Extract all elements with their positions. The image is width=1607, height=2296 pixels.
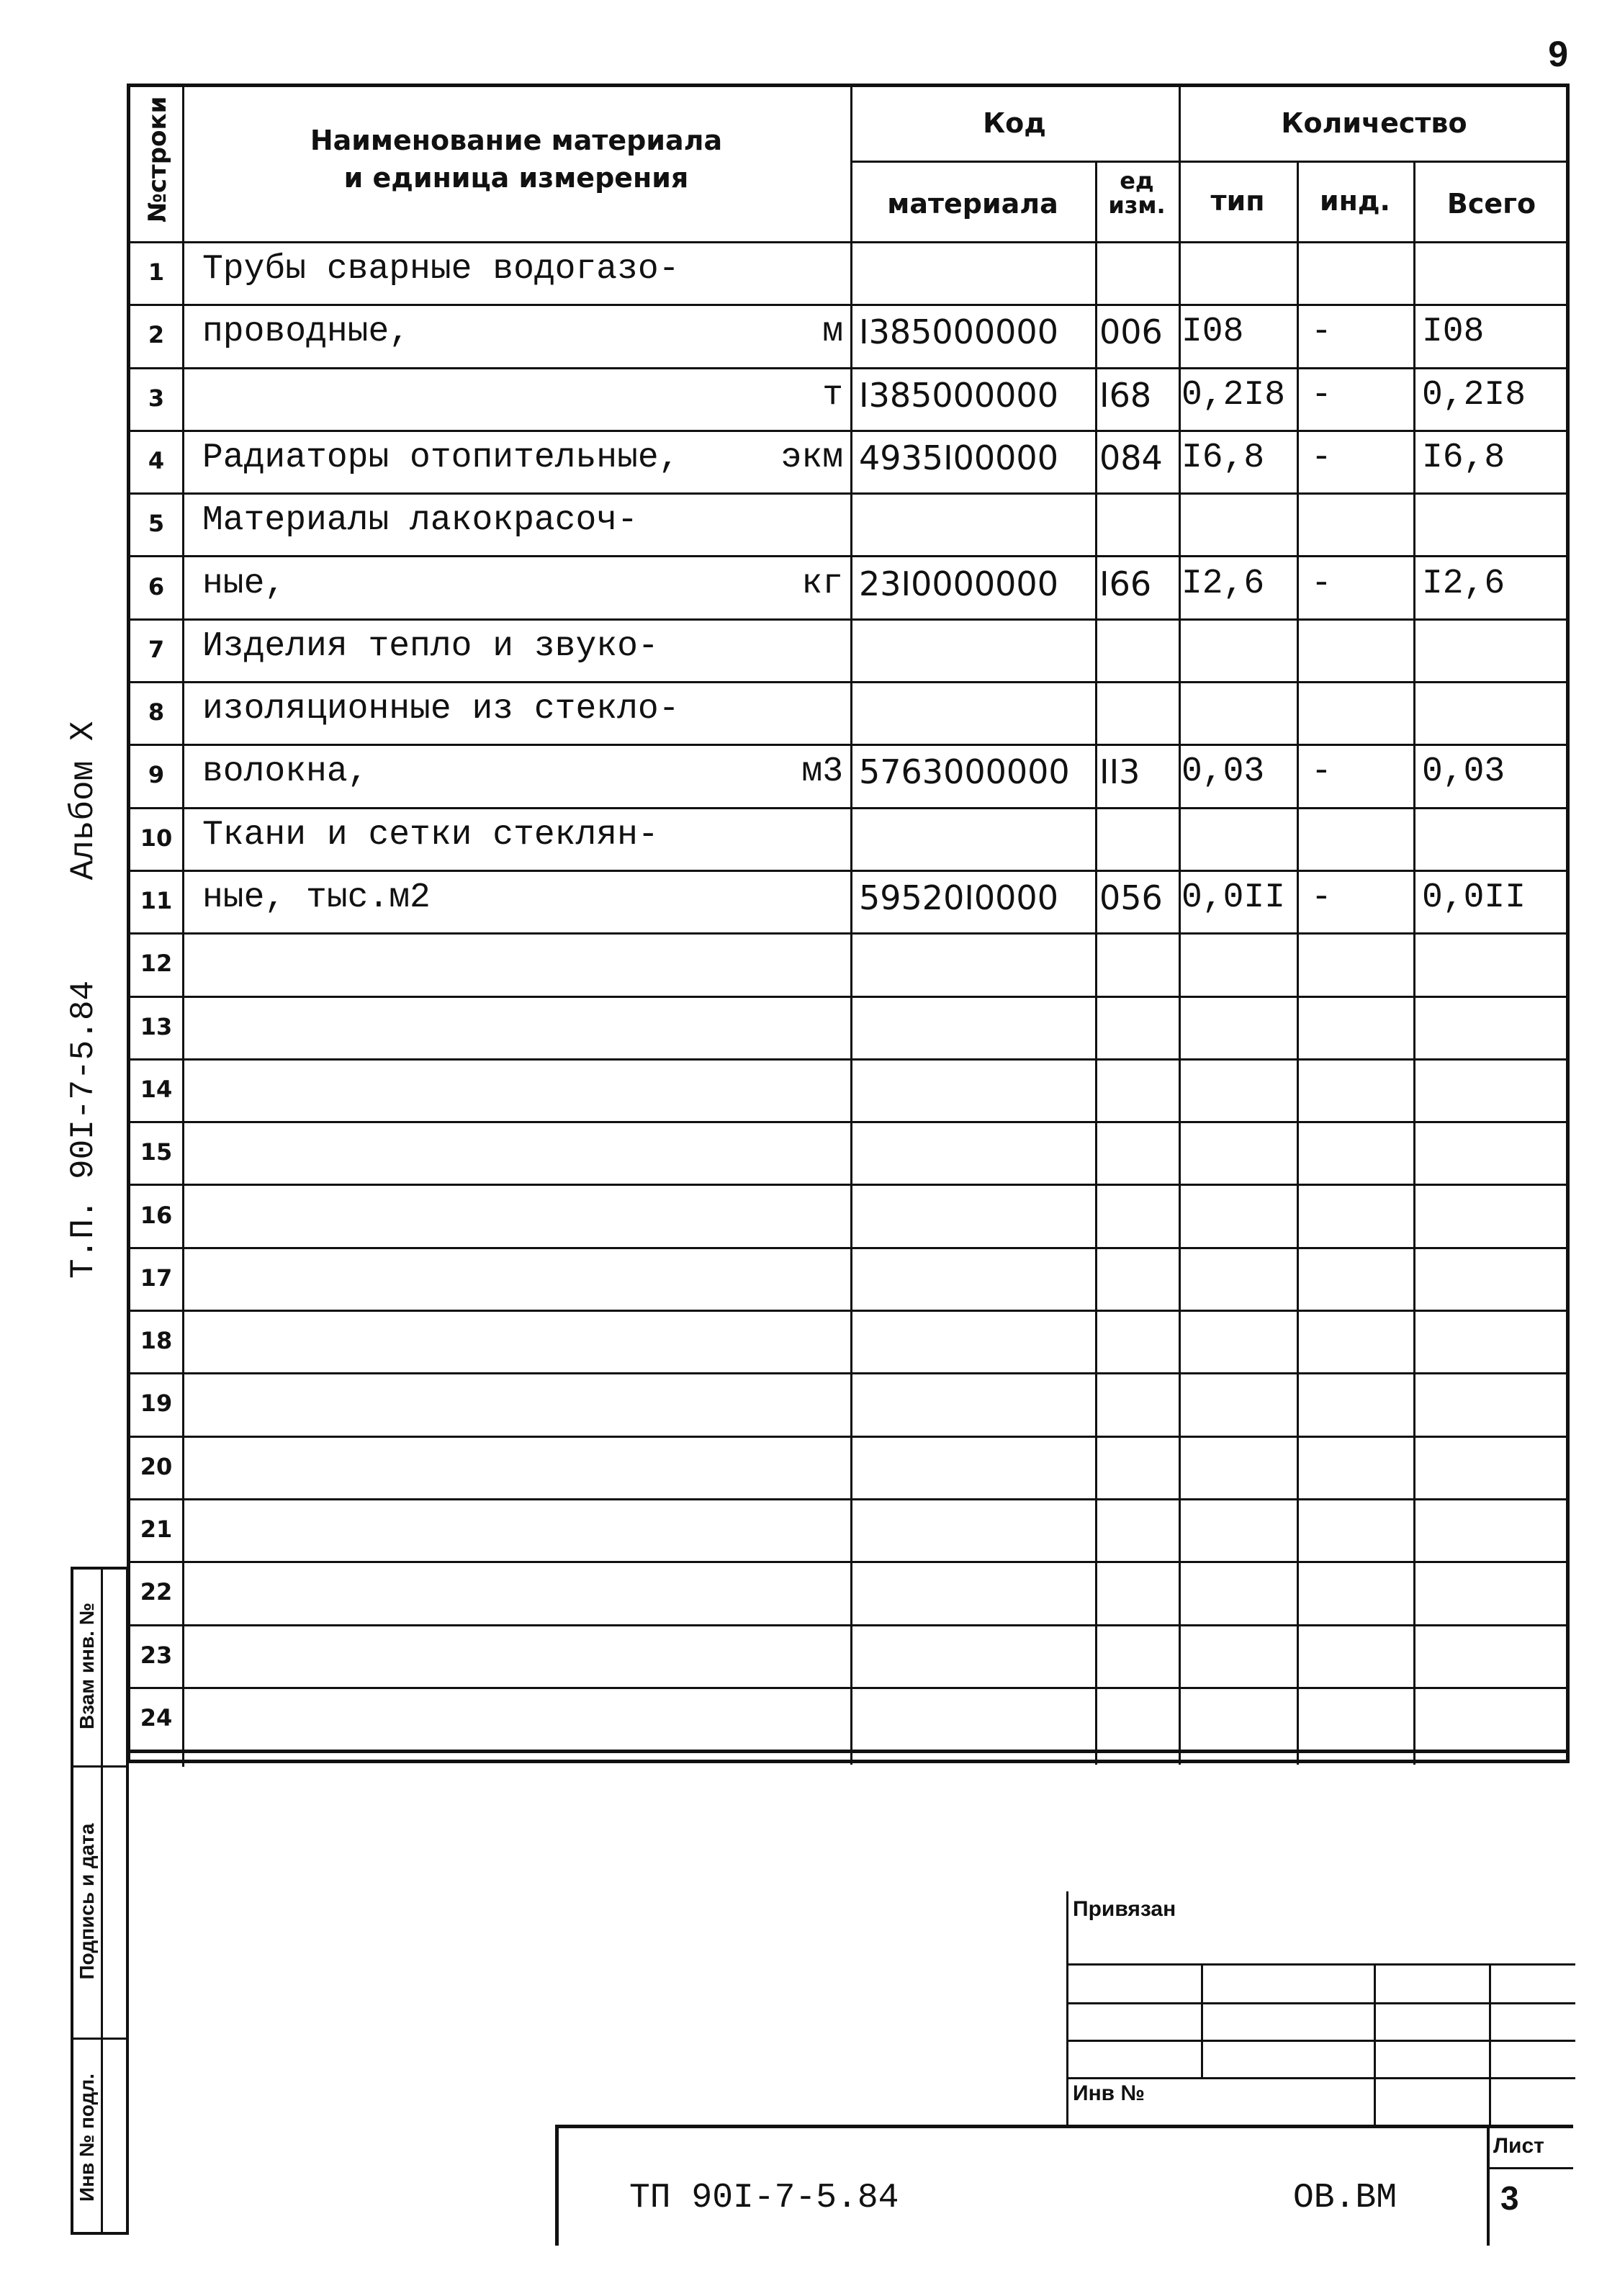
- unit-code: 084: [1099, 438, 1163, 477]
- doc-code-block: [555, 2125, 1573, 2246]
- row-number: 12: [140, 950, 173, 978]
- row-number: 4: [148, 446, 165, 474]
- table-row: [130, 996, 1566, 1058]
- material-name: волокна,: [202, 752, 369, 792]
- qty-type: I08: [1181, 312, 1244, 352]
- row-number: 19: [140, 1390, 173, 1418]
- table-row: [130, 1624, 1566, 1687]
- row-number: 3: [148, 384, 165, 412]
- unit-code: I66: [1099, 564, 1152, 603]
- qty-ind: -: [1311, 312, 1332, 352]
- material-unit: т: [822, 375, 843, 415]
- doc-mark: ОВ.ВМ: [1293, 2179, 1397, 2218]
- materials-table: [127, 84, 1570, 2218]
- row-number: 2: [148, 321, 165, 349]
- sheet-label: Лист: [1493, 2134, 1544, 2158]
- row-number: 11: [140, 887, 173, 914]
- unit-code: 006: [1099, 312, 1163, 352]
- table-row: [130, 870, 1566, 932]
- material-code: I385000000: [859, 312, 1058, 352]
- material-name: изоляционные из стекло-: [202, 690, 680, 729]
- table-row: [130, 304, 1566, 366]
- table-row: [130, 556, 1566, 618]
- qty-ind: -: [1311, 878, 1332, 917]
- row-number: 18: [140, 1327, 173, 1355]
- material-code: 59520I0000: [859, 878, 1058, 917]
- table-row: [130, 1498, 1566, 1561]
- row-number: 5: [148, 510, 165, 538]
- row-number: 21: [140, 1516, 173, 1543]
- material-code: 23I0000000: [859, 564, 1058, 603]
- table-row: [130, 744, 1566, 806]
- row-number: 14: [140, 1075, 173, 1103]
- privyazan-label: Привязан: [1073, 1897, 1176, 1921]
- table-row: [130, 241, 1566, 304]
- table-row: [130, 430, 1566, 492]
- qty-ind: -: [1311, 564, 1332, 603]
- unit-header: ед изм.: [1108, 167, 1166, 219]
- binding-block: [1066, 1891, 1575, 2125]
- qty-type: 0,03: [1181, 752, 1265, 792]
- table-row: [130, 1561, 1566, 1624]
- qty-ind: -: [1311, 752, 1332, 792]
- total-header: Всего: [1446, 188, 1536, 220]
- material-name: Изделия тепло и звуко-: [202, 626, 659, 666]
- material-name: Радиаторы отопительные,: [202, 438, 680, 477]
- table-row: [130, 932, 1566, 995]
- row-number: 8: [148, 698, 165, 726]
- album-name-label: Альбом X: [65, 721, 102, 881]
- inv-podl-label: Инв № подл.: [76, 2074, 98, 2202]
- qty-ind: -: [1311, 438, 1332, 477]
- vzam-inv-label: Взам инв. №: [76, 1603, 98, 1729]
- table-row: [130, 492, 1566, 555]
- table-row: [130, 1121, 1566, 1184]
- material-unit: кг: [801, 564, 843, 603]
- table-row: [130, 681, 1566, 744]
- ind-header: инд.: [1319, 185, 1390, 217]
- material-name: ные, тыс.м2: [202, 878, 431, 917]
- name-header: Наименование материала и единица измерения: [310, 125, 723, 194]
- qty-total: 0,0II: [1422, 878, 1526, 917]
- type-header: тип: [1210, 185, 1265, 217]
- podpis-data-label: Подпись и дата: [76, 1823, 98, 1980]
- inv-no-label: Инв №: [1073, 2081, 1145, 2105]
- row-number: 22: [140, 1578, 173, 1606]
- row-number: 17: [140, 1264, 173, 1292]
- margin-stamp: [71, 1567, 129, 2235]
- qty-type: 0,0II: [1181, 878, 1286, 917]
- table-row: [130, 618, 1566, 681]
- material-unit: м: [822, 312, 843, 352]
- material-name: Материалы лакокрасоч-: [202, 501, 638, 541]
- code-group-header: Код: [983, 107, 1046, 139]
- unit-code: I68: [1099, 375, 1152, 415]
- row-number: 13: [140, 1012, 173, 1040]
- table-row: [130, 807, 1566, 870]
- material-code-header: материала: [887, 188, 1058, 220]
- page-number: 9: [1548, 34, 1568, 74]
- row-number: 16: [140, 1201, 173, 1229]
- sheet-number: 3: [1500, 2179, 1519, 2217]
- table-row: [130, 367, 1566, 430]
- table-row: [130, 1687, 1566, 1750]
- qty-total: I08: [1422, 312, 1485, 352]
- row-number: 20: [140, 1452, 173, 1480]
- row-number: 6: [148, 572, 165, 600]
- material-name: Ткани и сетки стеклян-: [202, 815, 659, 855]
- qty-group-header: Количество: [1281, 107, 1467, 139]
- table-row: [130, 1058, 1566, 1121]
- row-number: 23: [140, 1641, 173, 1669]
- table-row: [130, 1436, 1566, 1498]
- material-code: 4935I00000: [859, 438, 1058, 477]
- qty-total: 0,2I8: [1422, 375, 1526, 415]
- qty-ind: -: [1311, 375, 1332, 415]
- album-code-label: Т.П. 90I-7-5.84: [65, 980, 102, 1279]
- table-row: [130, 1372, 1566, 1435]
- row-number: 9: [148, 761, 165, 789]
- row-number: 1: [148, 258, 165, 286]
- row-number-header: №строки: [143, 96, 172, 222]
- table-row: [130, 1310, 1566, 1372]
- material-code: 5763000000: [859, 752, 1070, 792]
- table-row: [130, 1184, 1566, 1247]
- row-number: 15: [140, 1138, 173, 1166]
- qty-total: I6,8: [1422, 438, 1505, 477]
- row-number: 24: [140, 1703, 173, 1732]
- qty-type: 0,2I8: [1181, 375, 1286, 415]
- table-row: [130, 1247, 1566, 1310]
- material-unit: м3: [801, 752, 843, 792]
- material-code: I385000000: [859, 375, 1058, 415]
- unit-code: II3: [1099, 752, 1140, 792]
- qty-total: I2,6: [1422, 564, 1505, 603]
- doc-code: ТП 90I-7-5.84: [629, 2179, 899, 2218]
- qty-type: I2,6: [1181, 564, 1265, 603]
- row-number: 7: [148, 635, 165, 663]
- row-number: 10: [140, 824, 173, 852]
- material-name: ные,: [202, 564, 286, 603]
- material-unit: экм: [780, 438, 843, 477]
- qty-type: I6,8: [1181, 438, 1265, 477]
- material-name: Трубы сварные водогазо-: [202, 250, 680, 289]
- qty-total: 0,03: [1422, 752, 1505, 792]
- unit-code: 056: [1099, 878, 1163, 917]
- material-name: проводные,: [202, 312, 410, 352]
